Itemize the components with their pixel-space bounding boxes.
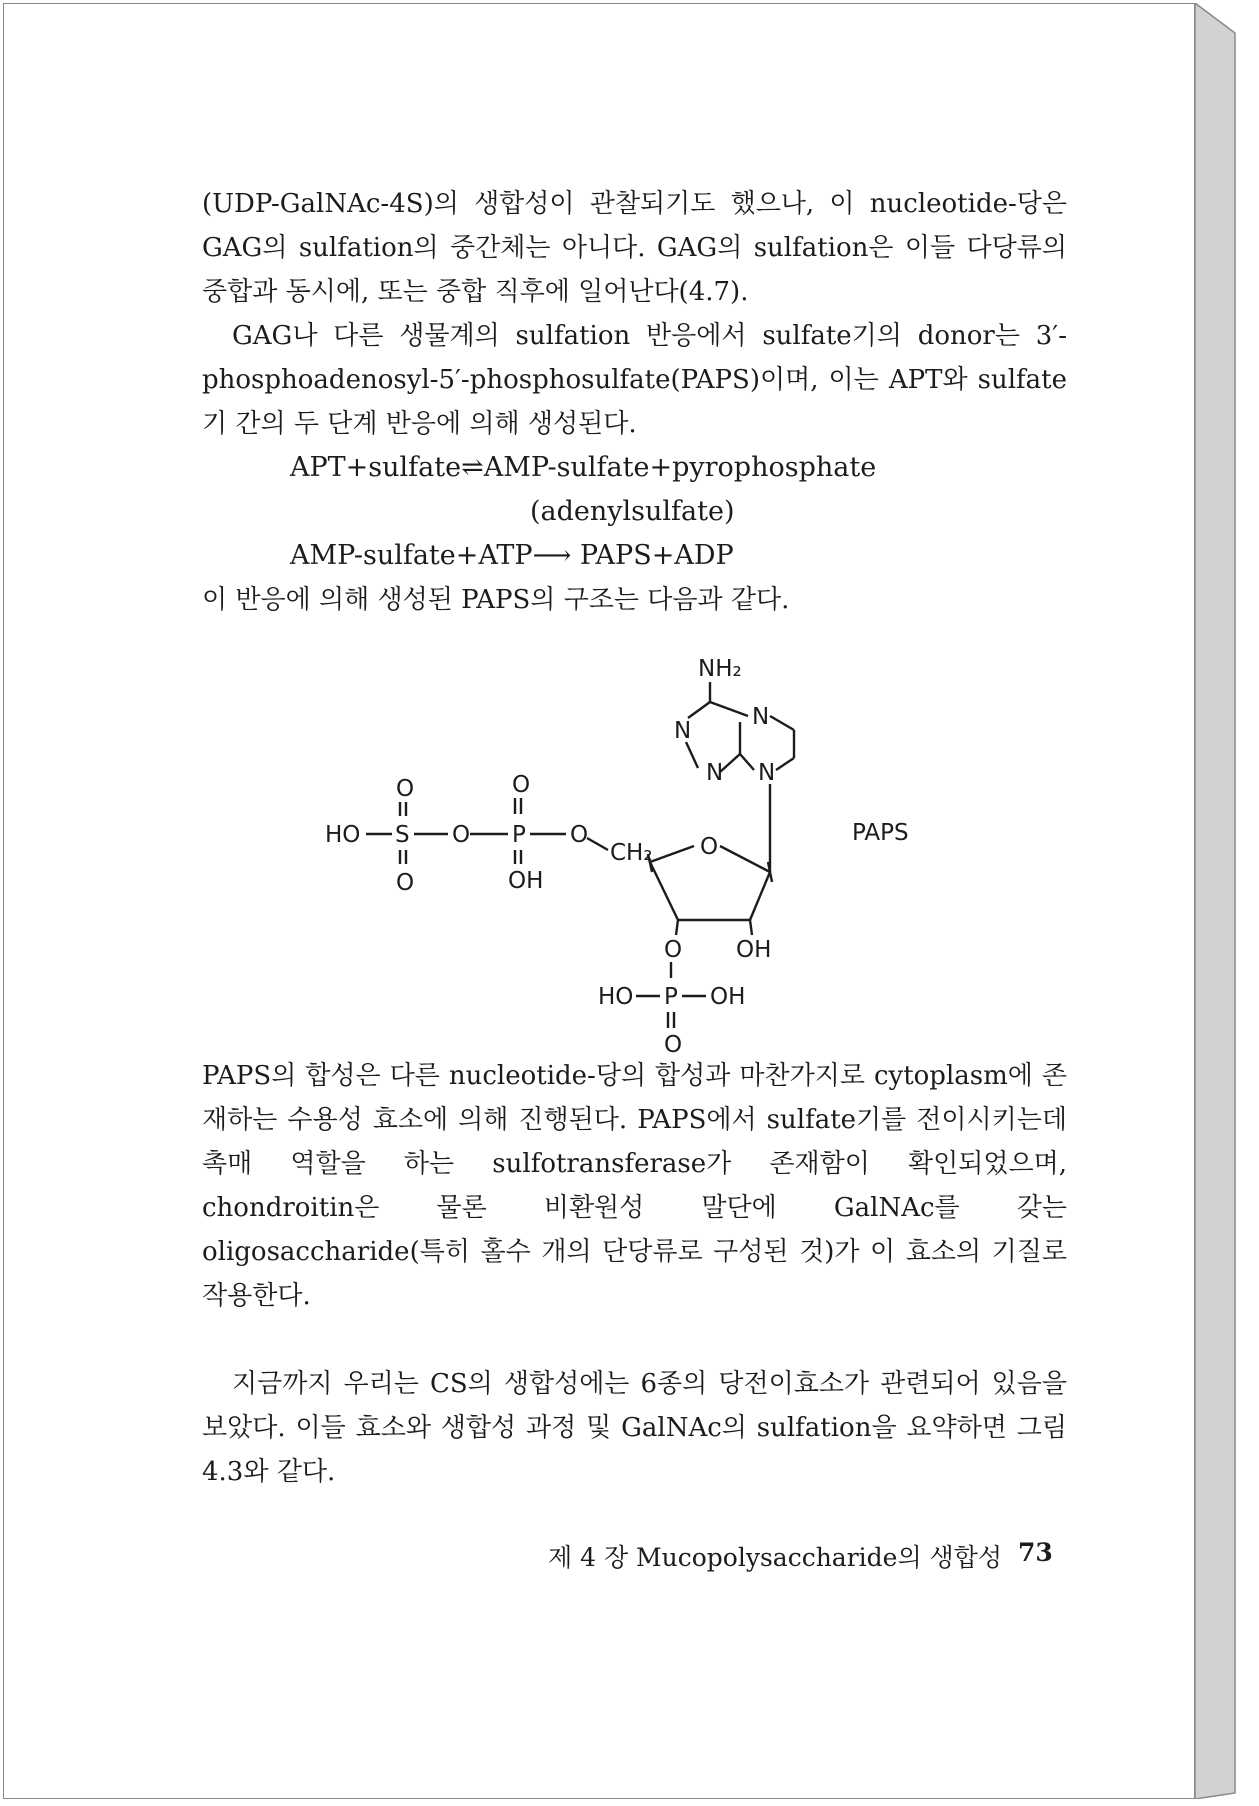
paragraph-1: (UDP-GalNAc-4S)의 생합성이 관찰되기도 했으나, 이 nucleotide-당은 GAG의 sulfation의 중간체는 아니다. GAG의 sulfation은 이들 다당류의 중합과 동시에, 또는 중합 직후에 일어난다(4.7). [202, 189, 1067, 307]
o-lower-label: O [664, 1032, 683, 1058]
equation-1-note: (adenylsulfate) [530, 496, 735, 527]
ho-left-label: HO [325, 822, 361, 848]
ch2-label: CH₂ [610, 840, 653, 866]
ring-n2: N [674, 718, 692, 744]
ring-n1: N [752, 704, 770, 730]
page-number: 73 [1018, 1538, 1053, 1567]
p-hydroxyl: OH [508, 868, 544, 894]
chapter-title: 제 4 장 Mucopolysaccharide의 생합성 [548, 1543, 1003, 1572]
ring-n3: N [706, 760, 724, 786]
s-atom: S [395, 822, 410, 848]
o-3prime: O [664, 937, 683, 963]
p-top-oxygen: O [512, 772, 531, 798]
paragraph-5: 지금까지 우리는 CS의 생합성에는 6종의 당전이효소가 관련되어 있음을 보았다. 이들 효소와 생합성 과정 및 GalNAc의 sulfation을 요약하면 그림 4.3와 같다. [202, 1369, 1067, 1487]
paps-label: PAPS [852, 820, 909, 846]
oh-2prime: OH [736, 937, 772, 963]
equation-1: APT+sulfate⇌AMP-sulfate+pyrophosphate [290, 452, 877, 483]
s-top-oxygen: O [396, 776, 415, 802]
o-bridge-1: O [452, 822, 471, 848]
nh2-label: NH₂ [698, 656, 742, 682]
ring-n4: N [758, 760, 776, 786]
ho-lower-label: HO [598, 984, 634, 1010]
equation-2: AMP-sulfate+ATP⟶ PAPS+ADP [290, 540, 734, 571]
p-lower-atom: P [664, 984, 678, 1010]
paps-structure-diagram [300, 650, 980, 1060]
paragraph-2: GAG나 다른 생물계의 sulfation 반응에서 sulfate기의 donor는 3′-phosphoadenosyl-5′-phosphosulfate(PAPS)이며, 이는 APT와 sulfate기 간의 두 단계 반응에 의해 생성된다. [202, 321, 1067, 439]
paragraph-3: 이 반응에 의해 생성된 PAPS의 구조는 다음과 같다. [202, 585, 790, 615]
s-bottom-oxygen: O [396, 870, 415, 896]
ring-o: O [700, 834, 719, 860]
o-bridge-2: O [570, 822, 589, 848]
p-atom: P [512, 822, 526, 848]
paragraph-4: PAPS의 합성은 다른 nucleotide-당의 합성과 마찬가지로 cytoplasm에 존재하는 수용성 효소에 의해 진행된다. PAPS에서 sulfate기를 전이시키는데 촉매 역할을 하는 sulfotransferase가 존재함이 확인되었으며, chondroitin은 물론 비환원성 말단에 GalNAc를 갖는 oligosaccharide(특히 홀수 개의 단당류로 구성된 것)가 이 효소의 기질로 작용한다. [202, 1061, 1067, 1311]
page-footer [548, 1538, 1053, 1574]
book-spine [1195, 3, 1243, 1799]
oh-lower-label: OH [710, 984, 746, 1010]
